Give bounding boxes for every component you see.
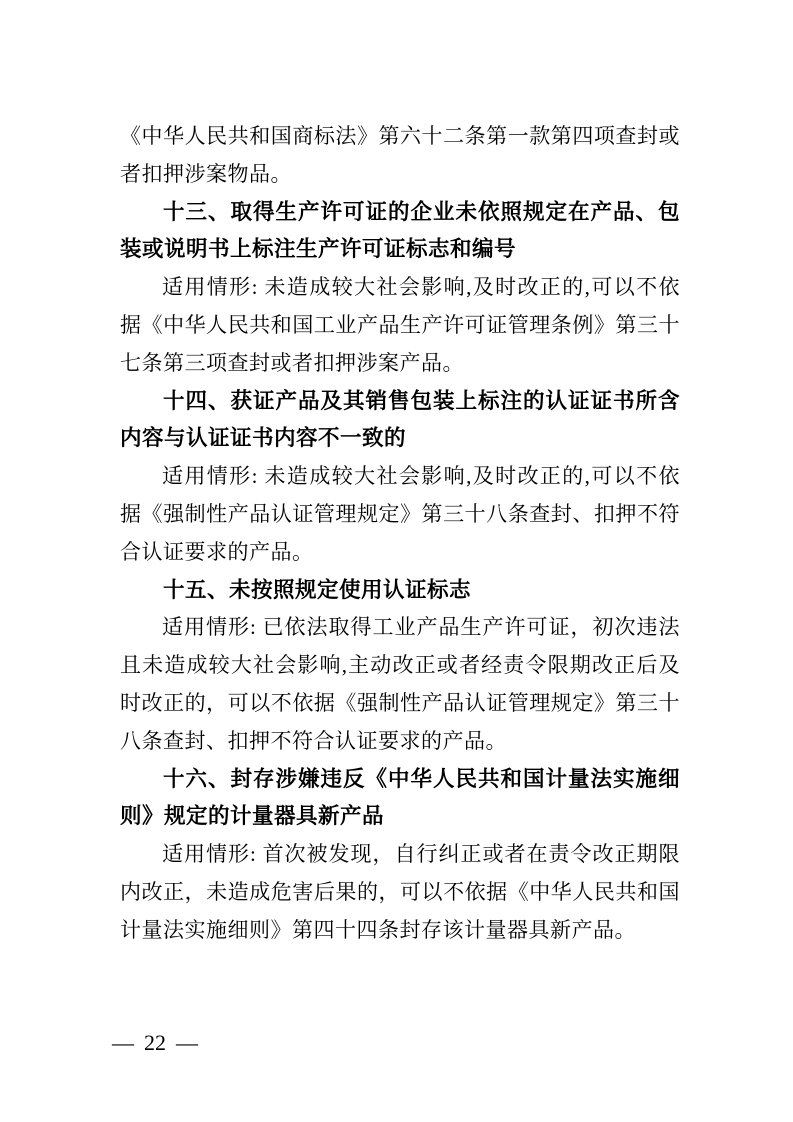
paragraph-item-15-applicable-situation: 适用情形: 已依法取得工业产品生产许可证，初次违法且未造成较大社会影响,主动改正或者经责令限期改正后及时改正的，可以不依据《强制性产品认证管理规定》第三十八条查封、扣押不符合认证要求的产品。	[120, 615, 680, 753]
heading-item-16: 十六、封存涉嫌违反《中华人民共和国计量法实施细则》规定的计量器具新产品	[120, 766, 680, 829]
footer-left-dash: —	[112, 1030, 134, 1055]
page-number: 22	[144, 1030, 166, 1055]
heading-item-14: 十四、获证产品及其销售包装上标注的认证证书所含内容与认证证书内容不一致的	[120, 388, 680, 451]
paragraph-item-16-applicable-situation: 适用情形: 首次被发现，自行纠正或者在责令改正期限内改正，未造成危害后果的，可以不依据《中华人民共和国计量法实施细则》第四十四条封存该计量器具新产品。	[120, 842, 680, 942]
paragraph-trademark-law-continuation: 《中华人民共和国商标法》第六十二条第一款第四项查封或者扣押涉案物品。	[120, 124, 680, 186]
paragraph-item-13-applicable-situation: 适用情形: 未造成较大社会影响,及时改正的,可以不依据《中华人民共和国工业产品生产许可证管理条例》第三十七条第三项查封或者扣押涉案产品。	[120, 275, 680, 375]
footer-right-dash: —	[176, 1030, 198, 1055]
page-footer	[112, 1030, 198, 1056]
paragraph-item-14-applicable-situation: 适用情形: 未造成较大社会影响,及时改正的,可以不依据《强制性产品认证管理规定》第三十八条查封、扣押不符合认证要求的产品。	[120, 464, 680, 564]
heading-item-13: 十三、取得生产许可证的企业未依照规定在产品、包装或说明书上标注生产许可证标志和编号	[120, 199, 680, 262]
document-content	[120, 118, 680, 950]
heading-item-15: 十五、未按照规定使用认证标志	[163, 577, 472, 602]
